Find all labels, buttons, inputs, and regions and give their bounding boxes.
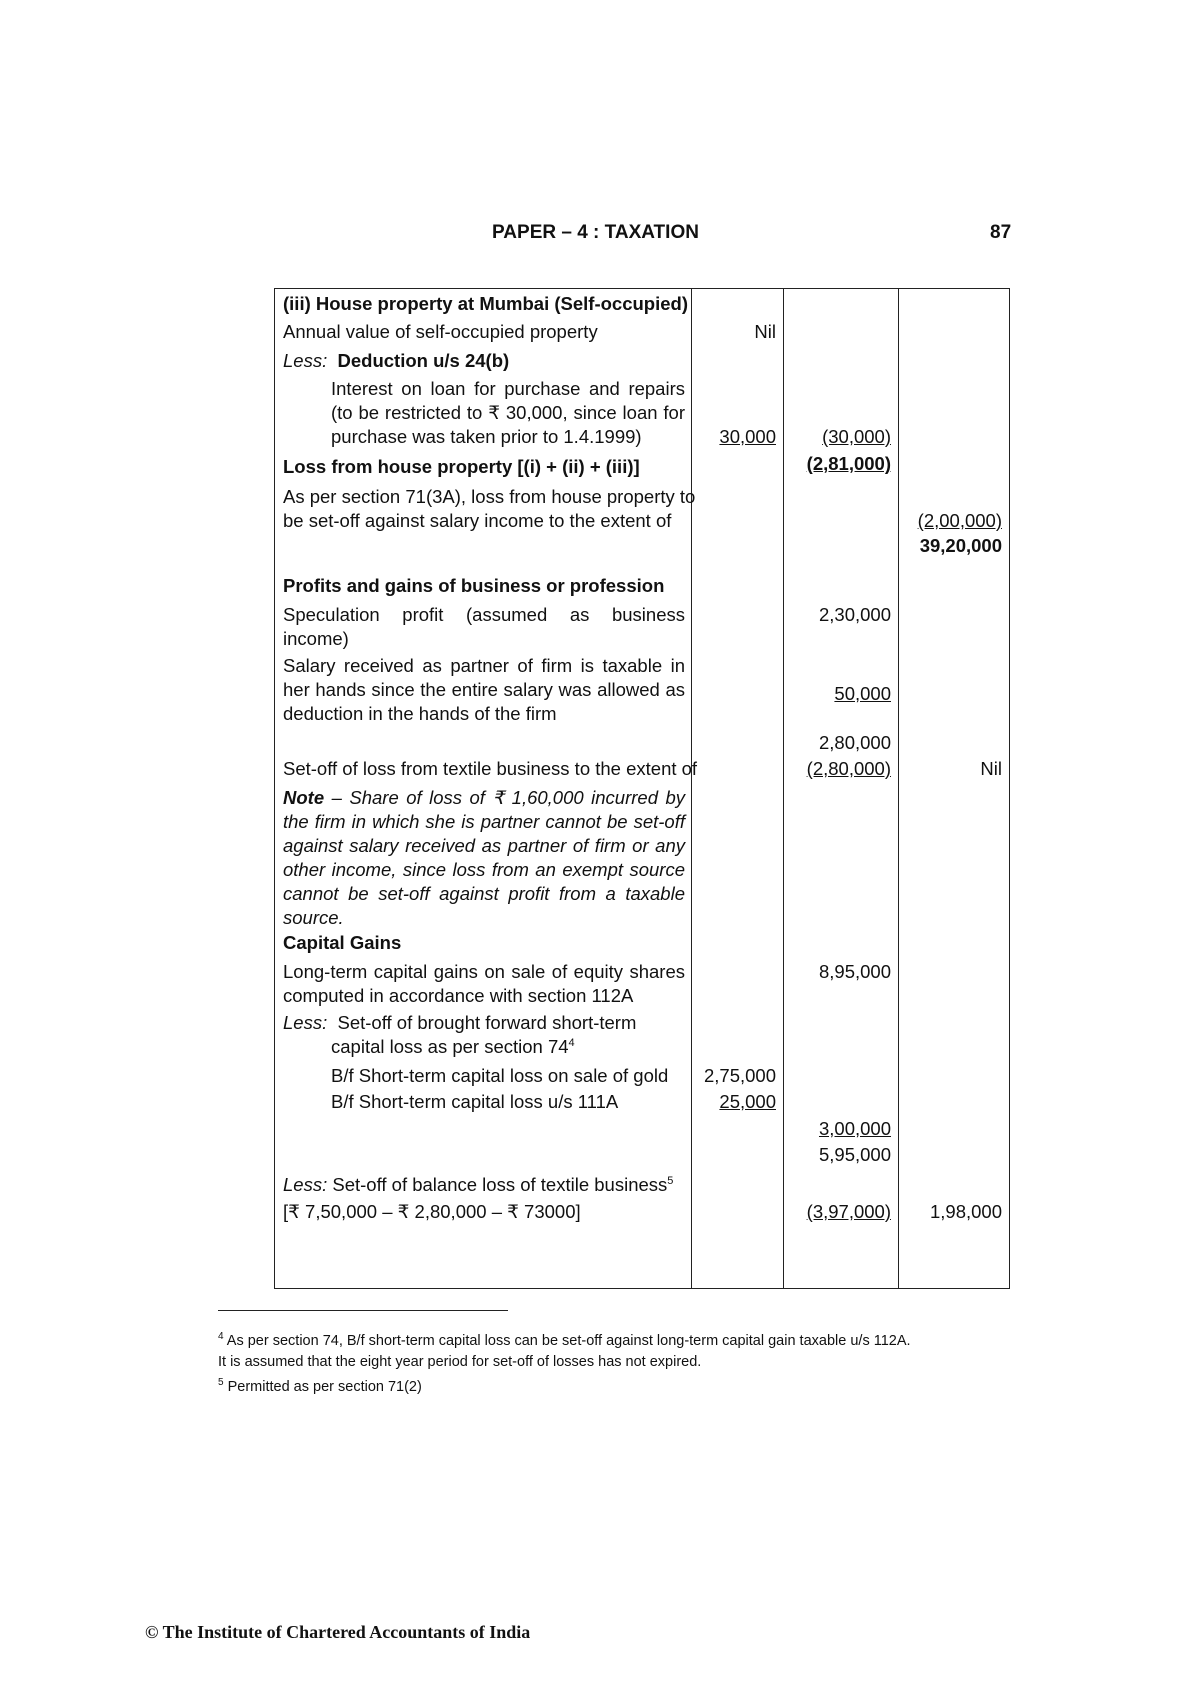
salary-col3: 50,000 xyxy=(834,683,891,704)
footnote-4-line-2: It is assumed that the eight year period for set-off of losses has not expired. xyxy=(218,1354,702,1370)
interest-line-2: (to be restricted to ₹ 30,000, since loan for xyxy=(331,402,685,423)
cg-heading: Capital Gains xyxy=(283,932,402,953)
interest-col3: (30,000) xyxy=(822,426,891,447)
particulars-column xyxy=(275,289,698,1289)
speculation-line-1: Speculation profit (assumed as business xyxy=(283,604,685,625)
footnote-5 xyxy=(218,1377,422,1398)
footnote-divider xyxy=(218,1310,508,1311)
setoff-line-1: As per section 71(3A), loss from house property to xyxy=(283,486,696,507)
note-line-6: source. xyxy=(283,907,344,928)
less-bf-line-1 xyxy=(283,1012,685,1034)
less-balance-line xyxy=(283,1174,685,1196)
less-bf-line-2 xyxy=(331,1036,685,1058)
pgbp-heading: Profits and gains of business or profession xyxy=(283,575,665,596)
less-prefix-3: Less: xyxy=(283,1174,328,1195)
annual-value-col2: Nil xyxy=(754,321,776,342)
ltcg-line-1: Long-term capital gains on sale of equity shares xyxy=(283,961,685,982)
speculation-line-2: income) xyxy=(283,628,349,649)
less-prefix: Less: xyxy=(283,350,328,371)
bf-gold-col2: 2,75,000 xyxy=(703,1065,776,1086)
footnote-ref-4: 4 xyxy=(568,1036,575,1049)
deduction-line xyxy=(283,350,685,372)
hp-heading: (iii) House property at Mumbai (Self-occupied) xyxy=(283,293,688,314)
business-total-col3: 2,80,000 xyxy=(818,732,891,753)
footnote-ref-5: 5 xyxy=(667,1174,674,1187)
less-bf-text-2: capital loss as per section 74 xyxy=(331,1036,569,1057)
less-balance-text: Set-off of balance loss of textile business xyxy=(332,1174,668,1195)
page-header-title: PAPER – 4 : TAXATION xyxy=(492,222,699,243)
final-col3: (3,97,000) xyxy=(806,1201,891,1222)
note-line-2: the firm in which she is partner cannot be set-off xyxy=(283,811,685,832)
amount-column-4 xyxy=(899,289,1010,1289)
footnote-4-line-1 xyxy=(218,1331,911,1352)
deduction-heading: Deduction u/s 24(b) xyxy=(337,350,510,371)
subtotal-col4: 39,20,000 xyxy=(919,535,1002,556)
note-line-4: other income, since loss from an exempt source xyxy=(283,859,685,880)
bf-111a-label: B/f Short-term capital loss u/s 111A xyxy=(331,1091,619,1112)
salary-line-3: deduction in the hands of the firm xyxy=(283,703,557,724)
footnote-5-text: Permitted as per section 71(2) xyxy=(227,1379,422,1395)
note-text-1: – Share of loss of ₹ 1,60,000 incurred by xyxy=(331,787,685,808)
annual-value-label: Annual value of self-occupied property xyxy=(283,321,598,342)
salary-line-2: her hands since the entire salary was allowed as xyxy=(283,679,685,700)
loss-hp-label: Loss from house property [(i) + (ii) + (iii)] xyxy=(283,456,640,477)
note-prefix: Note xyxy=(283,787,325,808)
textile-setoff-col3: (2,80,000) xyxy=(806,758,891,779)
setoff-line-2: be set-off against salary income to the extent of xyxy=(283,510,672,531)
amount-column-2 xyxy=(692,289,784,1289)
note-line-1 xyxy=(283,787,685,809)
bf-total-col3: 3,00,000 xyxy=(818,1118,891,1139)
bf-gold-label: B/f Short-term capital loss on sale of gold xyxy=(331,1065,669,1086)
interest-line-3: purchase was taken prior to 1.4.1999) xyxy=(331,426,642,447)
bf-111a-col2: 25,000 xyxy=(719,1091,776,1112)
note-line-3: against salary received as partner of firm or any xyxy=(283,835,685,856)
salary-line-1: Salary received as partner of firm is taxable in xyxy=(283,655,685,676)
speculation-col3: 2,30,000 xyxy=(818,604,891,625)
less-prefix-2: Less: xyxy=(283,1012,328,1033)
footnote-5-number: 5 xyxy=(218,1377,224,1389)
final-col4: 1,98,000 xyxy=(929,1201,1002,1222)
bracket-line: [₹ 7,50,000 – ₹ 2,80,000 – ₹ 73000] xyxy=(283,1201,581,1222)
copyright-footer: © The Institute of Chartered Accountants of India xyxy=(145,1622,531,1642)
loss-hp-col3: (2,81,000) xyxy=(806,453,891,474)
computation-table xyxy=(274,288,1010,1289)
textile-setoff-label: Set-off of loss from textile business to the extent of xyxy=(283,758,698,779)
footnote-4-number: 4 xyxy=(218,1331,224,1343)
less-bf-text-1: Set-off of brought forward short-term xyxy=(337,1012,637,1033)
ltcg-col3: 8,95,000 xyxy=(818,961,891,982)
setoff-col4: (2,00,000) xyxy=(917,510,1002,531)
page-number: 87 xyxy=(990,222,1012,243)
interest-col2: 30,000 xyxy=(719,426,776,447)
note-line-5: cannot be set-off against profit from a taxable xyxy=(283,883,685,904)
footnote-4-text-1: As per section 74, B/f short-term capital loss can be set-off against long-term capital gain taxable u/s 112A. xyxy=(226,1333,911,1349)
cg-balance-col3: 5,95,000 xyxy=(818,1144,891,1165)
ltcg-line-2: computed in accordance with section 112A xyxy=(283,985,634,1006)
interest-line-1: Interest on loan for purchase and repairs xyxy=(331,378,685,399)
amount-column-3 xyxy=(784,289,899,1289)
textile-setoff-col4: Nil xyxy=(980,758,1002,779)
